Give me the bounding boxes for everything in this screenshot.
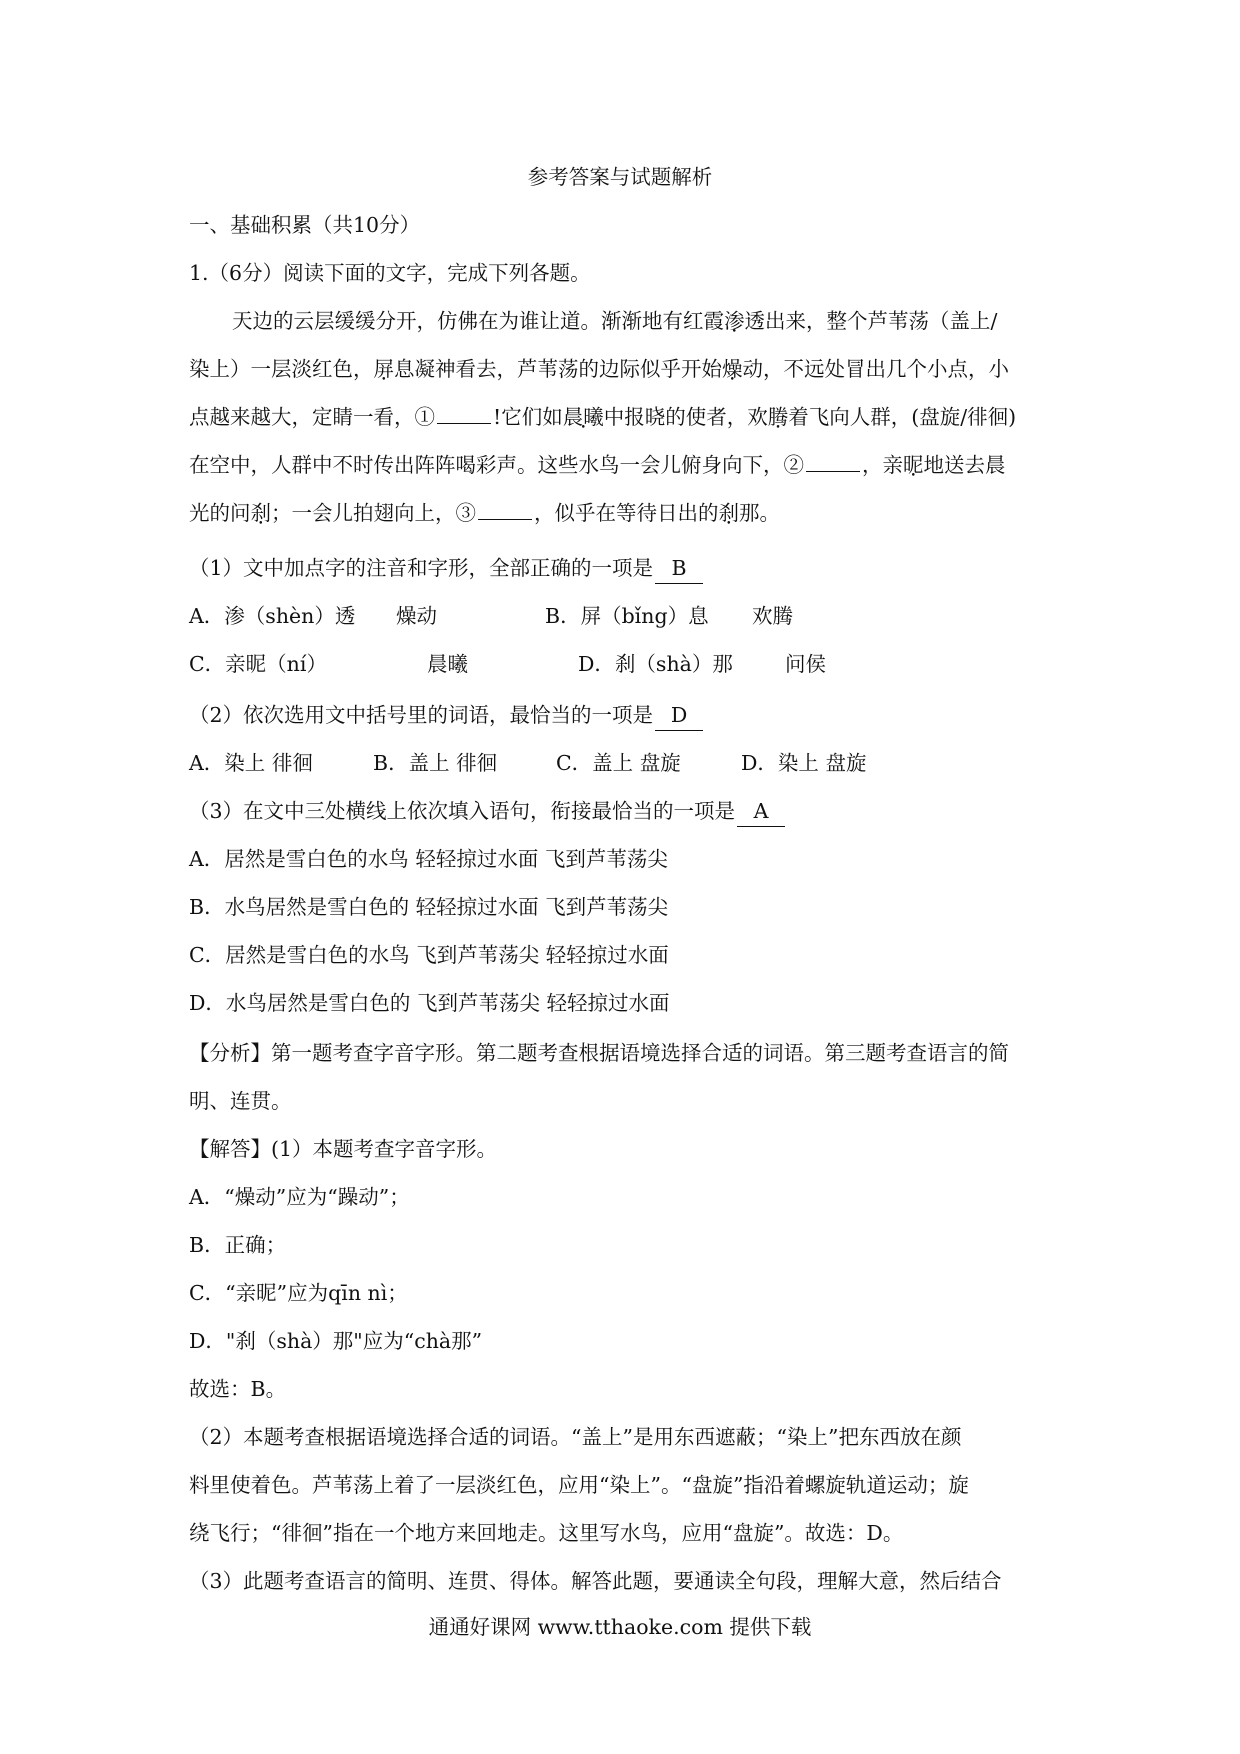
passage-text: 点越来越大，定睛一看，①	[189, 405, 435, 429]
solution-d: D．"刹（shà）那"应为“chà那”	[189, 1329, 483, 1353]
option-d: D．染上 盘旋	[741, 751, 867, 775]
option-c: C．盖上 盘旋	[556, 751, 681, 775]
passage-line-2	[189, 354, 1009, 384]
passage-text: 在空中，人群中不时传出阵阵喝彩声。这些水鸟一会儿俯身向下，②	[189, 453, 804, 477]
passage-text: 动，不远处冒出几个小点，小	[742, 357, 1009, 381]
solution-part2-line-3: 绕飞行；“徘徊”指在一个地方来回地走。这里写水鸟，应用“盘旋”。故选：D。	[189, 1521, 904, 1545]
option-row	[189, 601, 355, 631]
passage-text: ，亲	[862, 453, 903, 477]
fill-blank-3	[478, 501, 532, 520]
solution-c: C．“亲昵”应为qīn nì；	[189, 1281, 408, 1305]
question-stem: （3）在文中三处横线上依次填入语句，衔接最恰当的一项是	[189, 799, 736, 823]
solution-part2-line-1: （2）本题考查根据语境选择合适的词语。“盖上”是用东西遮蔽；“染上”把东西放在颜	[189, 1425, 962, 1449]
question-stem: （1）文中加点字的注音和字形，全部正确的一项是	[189, 556, 654, 580]
option-c: C．亲昵（ní）	[189, 652, 327, 676]
page-title: 参考答案与试题解析	[527, 165, 713, 189]
dotted-char: 昵	[903, 453, 924, 477]
solution-part3-line-1: （3）此题考查语言的简明、连贯、得体。解答此题，要通读全句段，理解大意，然后结合	[189, 1569, 1002, 1593]
solution-part2-line-2: 料里使着色。芦苇荡上着了一层淡红色，应用“染上”。“盘旋”指沿着螺旋轨道运动；旋	[189, 1473, 969, 1497]
passage-line-1	[232, 306, 997, 336]
analysis-line-1: 【分析】第一题考查字音字形。第二题考查根据语境选择合适的词语。第三题考查语言的简	[189, 1041, 1009, 1065]
passage-line-5	[189, 498, 780, 528]
dotted-char: 晨曦	[562, 405, 604, 429]
question-1-2-stem	[189, 700, 703, 731]
passage-text: ；一会儿拍翅向上，③	[271, 501, 476, 525]
dotted-char: 燥	[722, 357, 743, 381]
passage-text: 那。	[739, 501, 780, 525]
solution-pick: 故选：B。	[189, 1377, 287, 1401]
page-footer: 通通好课网 www.tthaoke.com 提供下载	[428, 1615, 812, 1639]
option-b: B．水鸟居然是雪白色的 轻轻掠过水面 飞到芦苇荡尖	[189, 895, 669, 919]
option-a-word: 燥动	[396, 604, 437, 628]
option-d: D．水鸟居然是雪白色的 飞到芦苇荡尖 轻轻掠过水面	[189, 991, 670, 1015]
option-c-word: 晨曦	[427, 652, 468, 676]
question-1-header: 1.（6分）阅读下面的文字，完成下列各题。	[189, 261, 591, 285]
passage-text: 染上）一层淡红色，	[189, 357, 374, 381]
fill-blank-1	[437, 405, 491, 424]
passage-line-4	[189, 450, 1006, 480]
answer-blank: D	[655, 700, 703, 731]
option-b-word: 欢腾	[752, 604, 793, 628]
question-1-1-stem	[189, 553, 703, 584]
answer-blank: A	[737, 796, 785, 827]
dotted-char: 刹	[250, 501, 271, 525]
solution-heading: 【解答】(1）本题考查字音字形。	[189, 1137, 498, 1161]
dotted-char: 渗	[724, 309, 745, 333]
passage-text: 天边的云层缓缓分开，仿佛在为谁让道。渐渐地有红霞	[232, 309, 724, 333]
passage-text: 透出来，整个芦苇荡（盖上/	[744, 309, 998, 333]
solution-a: A．“燥动”应为“躁动”；	[189, 1185, 410, 1209]
option-c: C．居然是雪白色的水鸟 飞到芦苇荡尖 轻轻掠过水面	[189, 943, 669, 967]
solution-b: B．正确；	[189, 1233, 287, 1257]
option-d-word: 问侯	[785, 652, 826, 676]
passage-text: 息凝神看去，芦苇荡的边际似乎开始	[394, 357, 722, 381]
option-b: B．屏（bǐng）息	[545, 604, 709, 628]
dotted-char: 屏	[373, 357, 394, 381]
passage-text: 着飞向人群，(盘旋/徘徊)	[788, 405, 1017, 429]
option-a: A．渗（shèn）透	[189, 604, 356, 628]
dotted-char: 腾	[767, 405, 789, 429]
passage-text: ，似乎在等待日出的	[534, 501, 719, 525]
option-a: A．居然是雪白色的水鸟 轻轻掠过水面 飞到芦苇荡尖	[189, 847, 668, 871]
analysis-line-2: 明、连贯。	[189, 1089, 292, 1113]
passage-text: !它们如	[493, 405, 563, 429]
section-heading: 一、基础积累（共10分）	[189, 213, 421, 237]
passage-line-3	[189, 402, 1016, 432]
dotted-char: 刹	[718, 501, 739, 525]
passage-text: 地送去晨	[923, 453, 1006, 477]
option-a: A．染上 徘徊	[189, 751, 313, 775]
question-stem: （2）依次选用文中括号里的词语，最恰当的一项是	[189, 703, 654, 727]
answer-blank: B	[655, 553, 703, 584]
option-d: D．刹（shà）那	[578, 652, 733, 676]
passage-text: 光的问	[189, 501, 251, 525]
passage-text: 中报晓的使者，欢	[603, 405, 768, 429]
question-1-3-stem	[189, 796, 785, 827]
option-b: B．盖上 徘徊	[373, 751, 498, 775]
fill-blank-2	[806, 453, 860, 472]
